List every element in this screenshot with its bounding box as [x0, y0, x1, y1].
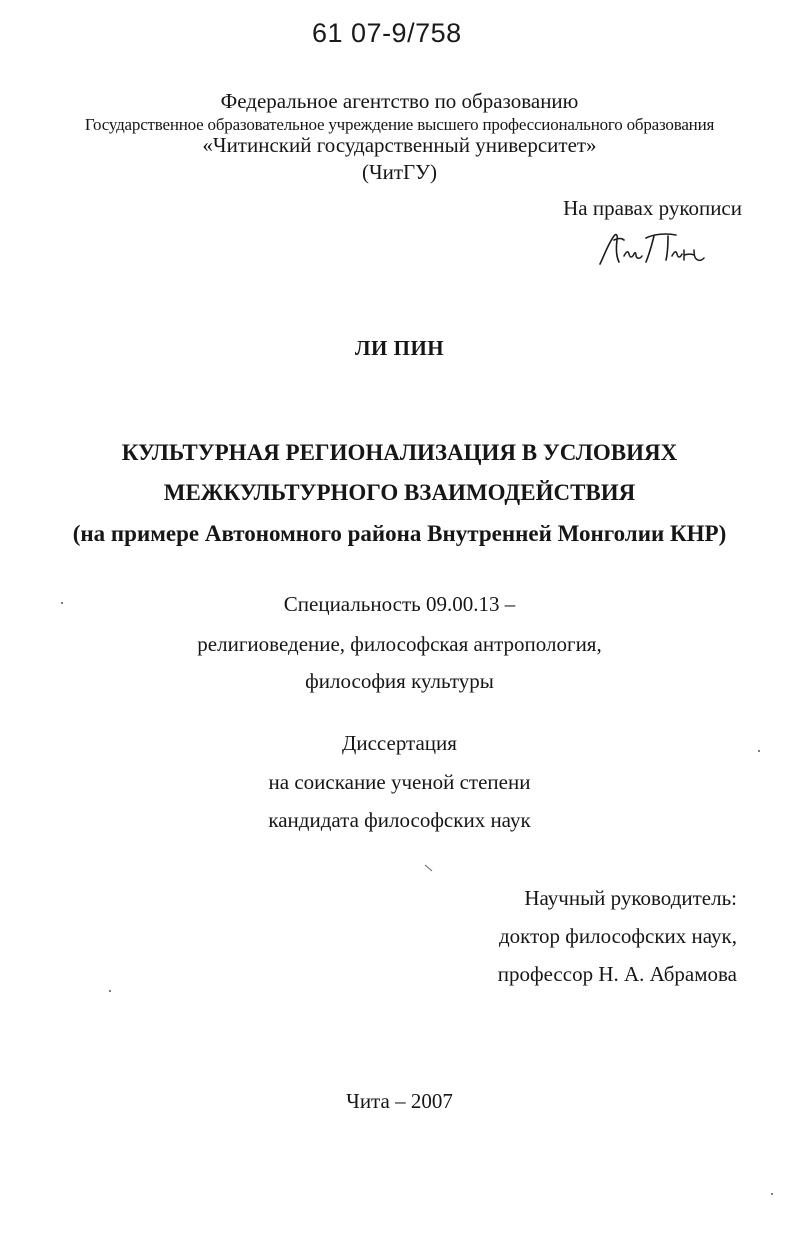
specialty-fields: религиоведение, философская антропология, [197, 632, 602, 656]
archive-stamp-number: 61 07-9/758 [312, 18, 462, 48]
degree-name: кандидата философских наук [268, 808, 531, 832]
degree-purpose: на соискание ученой степени [268, 770, 531, 794]
author-name: ЛИ ПИН [354, 336, 445, 360]
specialty-code: Специальность 09.00.13 – [283, 592, 516, 616]
university-abbreviation: (ЧитГУ) [361, 160, 438, 184]
manuscript-rights-note: На правах рукописи [563, 196, 742, 220]
scan-speck [61, 602, 63, 604]
agency-name: Федеральное агентство по образованию [220, 89, 579, 113]
dissertation-subtitle: (на примере Автономного района Внутренней Монголии КНР) [72, 521, 727, 546]
university-name: «Читинский государственный университет» [202, 133, 597, 157]
scan-mark [424, 864, 434, 874]
scan-speck [771, 1193, 773, 1195]
scan-speck [109, 990, 111, 992]
dissertation-title-line-2: МЕЖКУЛЬТУРНОГО ВЗАИМОДЕЙСТВИЯ [163, 480, 636, 505]
dissertation-title-line-1: КУЛЬТУРНАЯ РЕГИОНАЛИЗАЦИЯ В УСЛОВИЯХ [121, 440, 678, 465]
city-year: Чита – 2007 [346, 1089, 453, 1113]
scan-speck [758, 750, 760, 752]
author-signature [594, 226, 706, 270]
supervisor-label: Научный руководитель: [524, 886, 737, 910]
supervisor-name: профессор Н. А. Абрамова [497, 962, 737, 986]
specialty-fields-cont: философия культуры [305, 669, 494, 693]
document-type: Диссертация [342, 731, 457, 755]
institution-name: Государственное образовательное учреждение высшего профессионального образования [84, 115, 715, 134]
supervisor-degree: доктор философских наук, [499, 924, 737, 948]
